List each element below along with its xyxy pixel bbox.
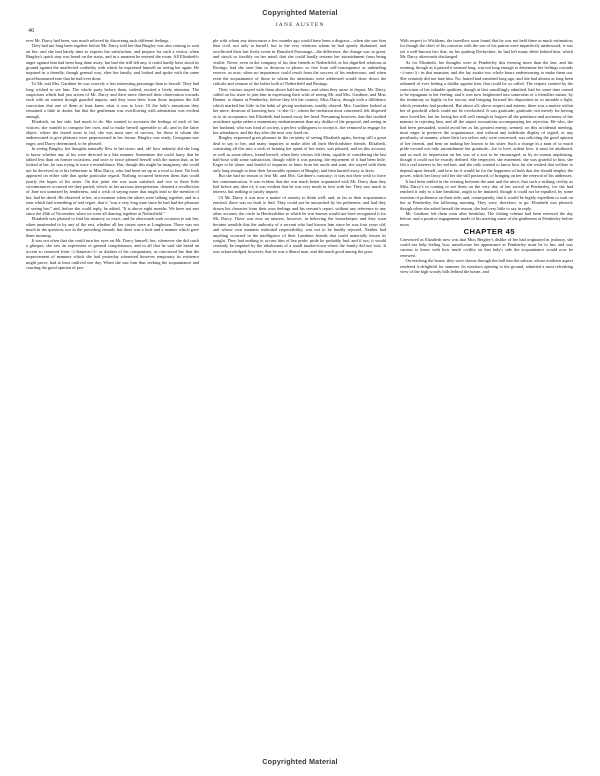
paragraph: With respect to Wickham, the travellers soon found that he was not held there in much estimation; for though the chief of his concerns with the son of his patron were imperfectly understood, it was yet a well-known fact that, on his quitting Derbyshire, he had left many debts behind him, which Mr. Darcy afterwards discharged. [400,38,573,60]
paragraph: On reaching the house, they were shown through the hall into the saloon, whose northern aspect rendered it delightful for summer. Its windows opening to the ground, admitted a most refreshing view of the high woody hills behind the house, and [400,258,573,275]
page-number: 46 [28,27,35,34]
column-2 [213,38,386,754]
paragraph: It had been settled in the evening between the aunt and the niece, that such a striking civility as Miss Darcy's in coming to see them on the very day of her arrival at Pemberley, for she had reached it only to a late breakfast, ought to be imitated, though it could not be equalled, by some exertion of politeness on their side; and, consequently, that it would be highly expedient to wait on her at Pemberley the following morning. They were, therefore, to go. Elizabeth was pleased; though when she asked herself the reason, she had very little to say in reply. [400,178,573,211]
column-1 [26,38,199,754]
text-columns [26,38,574,754]
running-head: JANE AUSTEN [275,22,325,28]
paragraph: It was not often that she could turn her eyes on Mr. Darcy himself; but, whenever she did catch a glimpse, she saw an expression of general complaisance, and in all that he said she heard an accent so removed from <i>hauteur</i> or disdain of his companions, as convinced her that the improvement of manners which she had yesterday witnessed however temporary its existence might prove, had at least outlived one day. When she saw him thus seeking the acquaintance and courting the good opinion of peo- [26,238,199,271]
paragraph: As for Elizabeth, her thoughts were at Pemberley this evening more than the last; and the evening, though as it passed it seemed long, was not long enough to determine her feelings towards <i>one</i> in that mansion; and she lay awake two whole hours endeavouring to make them out. She certainly did not hate him. No; hatred had vanished long ago, and she had almost as long been ashamed of ever feeling a dislike against him, that could be so called. The respect created by the conviction of his valuable qualities, though at first unwillingly admitted, had for some time ceased to be repugnant to her feeling; and it was now heightened into somewhat of a friendlier nature, by the testimony so highly in his favour, and bringing forward his disposition in so amiable a light, which yesterday had produced. But above all, above respect and esteem, there was a motive within her of goodwill which could not be overlooked. It was gratitude; gratitude, not merely for having once loved her, but for loving her still well enough to forgive all the petulance and acrimony of her manner in rejecting him, and all the unjust accusations accompanying her rejection. He who, she had been persuaded, would avoid her as his greatest enemy, seemed, on this accidental meeting, most eager to preserve the acquaintance, and without any indelicate display of regard, or any peculiarity of manner, where their two selves only were concerned, was soliciting the good opinion of her friends, and bent on making her known to his sister. Such a change in a man of so much pride excited not only astonishment but gratitude—for to love, ardent love, it must be attributed; and as such its impression on her was of a sort to be encouraged, as by no means unpleasing, though it could not be exactly defined. She respected, she esteemed, she was grateful to him, she felt a real interest in his welfare; and she only wanted to know how far she wished that welfare to depend upon herself, and how far it would be for the happiness of both that she should employ the power, which her fancy told her she still possessed, of bringing on her the renewal of his addresses. [400,59,573,179]
paragraph: ple with whom any intercourse a few months ago would have been a disgrace—when she saw him thus civil, not only to herself, but to the very relations whom he had openly disdained, and recollected their last lively scene in Hunsford Parsonage—the difference, the change was so great, and struck so forcibly on her mind, that she could hardly restrain her astonishment from being visible. Never, even in the company of his dear friends at Netherfield, or his dignified relations at Rosings, had she seen him so desirous to please, so free from self-consequence or unbending reserve, as now, when no importance could result from the success of his endeavours, and when even the acquaintance of those to whom his attentions were addressed would draw down the ridicule and censure of the ladies both of Netherfield and Rosings. [213,38,386,87]
watermark-top: Copyrighted Material [262,8,338,17]
paragraph: To Mr. and Mrs. Gardiner he was scarcely a less interesting personage than to herself. They had long wished to see him. The whole party before them, indeed, excited a lively attention. The suspicions which had just arisen of Mr. Darcy and their niece directed their observation towards each with an earnest though guarded inquiry; and they soon drew from those inquiries the full conviction that one of them at least knew what it was to love. Of the lady's sensations they remained a little in doubt; but that the gentleman was overflowing with admiration was evident enough. [26,81,199,119]
paragraph: Mr. Gardiner left them soon after breakfast. The fishing scheme had been renewed the day before, and a positive engagement made of his meeting some of the gentlemen at Pemberley before noon. [400,211,573,227]
watermark-bottom: Copyrighted Material [262,757,338,766]
column-3 [400,38,573,754]
paragraph: Elizabeth was pleased to find his memory so exact; and he afterwards took occasion to ask her, when unattended to by any of the rest, whether all her sisters were at Longbourn. There was not much in the question, nor in the preceding remark; but there was a look and a manner which gave them meaning. [26,216,199,238]
chapter-heading: CHAPTER 45 [463,227,515,237]
paragraph: Of Mr. Darcy it was now a matter of anxiety to think well; and, as far as their acquaintance reached, there was no fault to find. They could not be untouched by his politeness; and had they drawn his character from their own feelings and his servant's report, without any reference to any other account, the circle in Hertfordshire to which he was known would not have recognized it for Mr. Darcy. There was now an interest, however, in believing the housekeeper, and they soon became sensible that the authority of a servant who had known him since he was four years old, and whose own manners indicated respectability, was not to be hastily rejected. Neither had anything occurred in the intelligence of their Lambton friends that could materially lessen its weight. They had nothing to accuse him of but pride; pride he probably had, and if not, it would certainly be imputed by the inhabitants of a small market-town where the family did not visit. It was acknowledged, however, that he was a liberal man, and did much good among the poor. [213,194,386,254]
paragraph: Elizabeth, on her side, had much to do. She wanted to ascertain the feelings of each of her visitors; she wanted to compose her own, and to make herself agreeable to all; and in the latter object, where she feared most to fail, she was most sure of success, for those to whom she endeavoured to give pleasure were prepossessed in her favour. Bingley was ready, Georgiana was eager, and Darcy determined, to be pleased. [26,119,199,146]
paragraph: Bingley expressed great pleasure in the certainty of seeing Elizabeth again, having still a great deal to say to her, and many inquiries to make after all their Hertfordshire friends. Elizabeth, construing all this into a wish of hearing her speak of her sister, was pleased, and on this account, as well as some others, found herself, when their visitors left them, capable of considering the last half-hour with some satisfaction, though while it was passing, the enjoyment of it had been little. Eager to be alone, and fearful of inquiries or hints from her uncle and aunt, she stayed with them only long enough to hear their favourable opinion of Bingley, and then hurried away to dress. [213,135,386,173]
paragraph: But she had no reason to fear Mr. and Mrs. Gardiner's curiosity; it was not their wish to force her communication. It was evident that she was much better acquainted with Mr. Darcy than they had before any idea of; it was evident that he was very much in love with her. They saw much to interest, but nothing to justify inquiry. [213,173,386,195]
paragraph: Their visitors stayed with them above half-an-hour; and when they arose to depart, Mr. Darcy called on his sister to join him in expressing their wish of seeing Mr. and Mrs. Gardiner, and Miss Bennet, to dinner at Pemberley, before they left the country. Miss Darcy, though with a diffidence which marked her little in the habit of giving invitations, readily obeyed. Mrs. Gardiner looked at her niece, desirous of knowing how <i>she</i>, whom the invitation most concerned, felt disposed as to its acceptance, but Elizabeth had turned away her head. Presuming however, that this studied avoidance spoke rather a momentary embarrassment than any dislike of the proposal, and seeing in her husband, who was fond of society, a perfect willingness to accept it, she ventured to engage for her attendance, and the day after the next was fixed on. [213,86,386,135]
paragraph: Convinced as Elizabeth now was that Miss Bingley's dislike of her had originated in jealousy, she could not help feeling how unwelcome her appearance at Pemberley must be to her, and was curious to know with how much civility on that lady's side the acquaintance would now be renewed. [400,236,573,258]
paragraph: They had not long been together before Mr. Darcy told her that Bingley was also coming to wait on her; and she had barely time to express her satisfaction, and prepare for such a visitor, when Bingley's quick step was heard on the stairs, and in a moment he entered the room. All Elizabeth's anger against him had been long done away; but had she still felt any, it could hardly have stood its ground against the unaffected cordiality with which he expressed himself on seeing her again. He inquired in a friendly, though general way, after her family, and looked and spoke with the same good-humoured ease that he had ever done. [26,43,199,81]
paragraph: In seeing Bingley, her thoughts naturally flew to her sister; and, oh! how ardently did she long to know whether any of his were directed in a like manner. Sometimes she could fancy that he talked less than on former occasions, and once or twice pleased herself with the notion that, as he looked at her, he was trying to trace a resemblance. But, though this might be imaginary, she could not be deceived as to his behaviour to Miss Darcy, who had been set up as a rival to Jane. No look appeared on either side that spoke particular regard. Nothing occurred between them that could justify the hopes of his sister. On this point she was soon satisfied; and two or three little circumstances occurred ere they parted, which, in her anxious interpretation, denoted a recollection of Jane not unmixed by tenderness, and a wish of saying more that might lead to the mention of her, had he dared. He observed to her, at a moment when the others were talking together, and in a tone which had something of real regret, that it "was a very long time since he had had the pleasure of seeing her;" and, before she could reply, he added, "It is above eight months. We have not met since the 26th of November, when we were all dancing together at Netherfield." [26,146,199,216]
paragraph: ever Mr. Darcy had been, was much relieved by discerning such different feelings. [26,38,170,43]
